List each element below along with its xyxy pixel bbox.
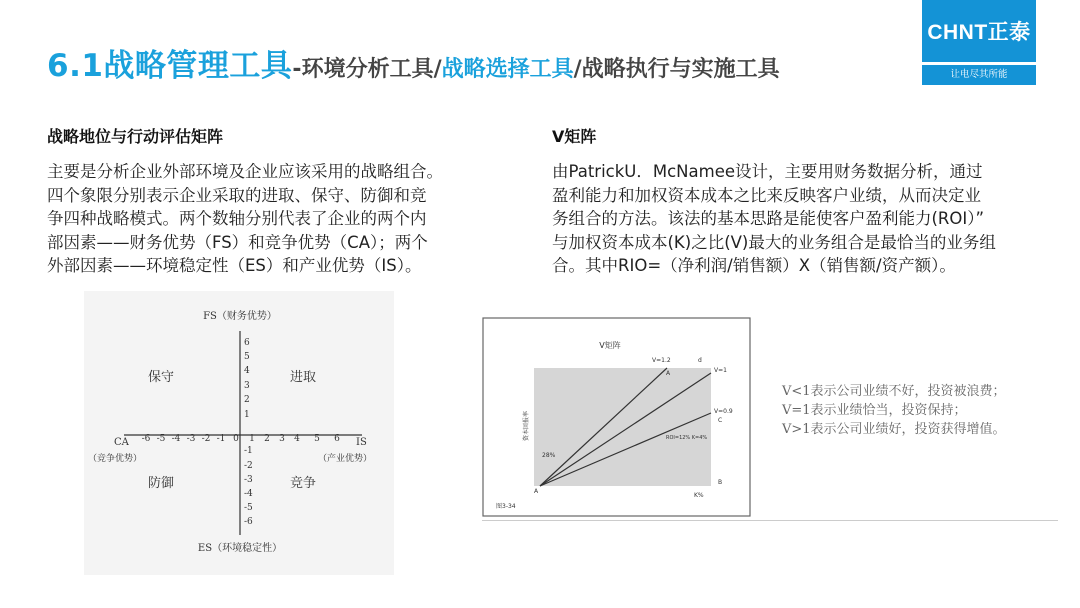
title-main: 6.1战略管理工具 xyxy=(47,48,293,84)
y-tick: -3 xyxy=(244,475,253,485)
es-axis-label: ES（环境稳定性） xyxy=(197,543,283,554)
point-a-upper-label: A xyxy=(666,370,671,377)
point-b-label: B xyxy=(718,479,723,486)
quadrant-conservative: 保守 xyxy=(148,370,175,385)
v-chart-title: V矩阵 xyxy=(599,341,621,350)
x-tick: -2 xyxy=(201,434,211,444)
quadrant-competitive: 竞争 xyxy=(290,476,317,491)
y-tick: 6 xyxy=(244,338,250,348)
point-c-label: C xyxy=(718,417,723,424)
x-tick: -4 xyxy=(171,434,181,444)
v-ylabel: 资本回报率 xyxy=(523,410,530,442)
title-separator: - xyxy=(292,57,302,82)
y-tick: -1 xyxy=(244,446,253,456)
x-tick: 2 xyxy=(264,434,270,444)
x-tick: -6 xyxy=(141,434,151,444)
v-note-1: V<1表示公司业绩不好，投资被浪费； xyxy=(782,384,1006,399)
x-tick-zero: 0 xyxy=(233,434,239,444)
ca-axis-label: CA xyxy=(114,437,129,448)
point-d-label: d xyxy=(698,357,702,364)
roi-k-label: ROI=12% K=4% xyxy=(666,435,708,441)
left-line-1: 主要是分析企业外部环境及企业应该采用的战略组合。 xyxy=(47,162,443,181)
space-matrix-figure xyxy=(84,291,394,575)
point-a-origin-label: A xyxy=(534,488,539,495)
is-axis-sublabel: （产业优势） xyxy=(318,454,373,464)
logo-wordmark: CHNT正泰 xyxy=(922,0,1036,62)
left-line-5: 外部因素——环境稳定性（ES）和产业优势（IS）。 xyxy=(47,256,422,275)
right-paragraph xyxy=(552,160,996,278)
left-paragraph xyxy=(47,160,443,278)
quadrant-defensive: 防御 xyxy=(148,476,175,491)
y-tick: -6 xyxy=(244,517,253,527)
x-tick: 5 xyxy=(314,434,320,444)
logo-tagline: 让电尽其所能 xyxy=(922,65,1036,85)
y-tick: -2 xyxy=(244,461,253,471)
y-tick: 3 xyxy=(244,381,250,391)
v09-label: V=0.9 xyxy=(714,408,733,415)
left-line-2: 四个象限分别表示企业采取的进取、保守、防御和竞 xyxy=(47,185,427,205)
left-line-3: 争四种战略模式。两个数轴分别代表了企业的两个内 xyxy=(47,209,427,228)
right-line-2: 盈利能力和加权资本成本之比来反映客户业绩，从而决定业 xyxy=(552,185,981,205)
fs-axis-label: FS（财务优势） xyxy=(203,311,277,322)
k-axis-label: K% xyxy=(694,492,704,499)
quadrant-aggressive: 进取 xyxy=(290,370,317,385)
y-tick: -5 xyxy=(244,503,253,513)
x-tick: -1 xyxy=(216,434,226,444)
y-tick: 5 xyxy=(244,352,250,362)
y-tick: 4 xyxy=(244,366,250,376)
page-title xyxy=(47,40,780,85)
chint-logo xyxy=(922,0,1036,86)
right-heading: V矩阵 xyxy=(552,127,597,146)
v-matrix-figure xyxy=(482,316,1058,521)
y-tick: -4 xyxy=(244,489,253,499)
title-env-tools: 环境分析工具/ xyxy=(301,57,442,82)
pct-label: 28% xyxy=(542,452,556,459)
v-chart-plot-area xyxy=(534,368,711,486)
x-tick: 4 xyxy=(294,434,300,444)
left-line-4: 部因素——财务优势（FS）和竞争优势（CA）；两个 xyxy=(47,232,428,252)
right-line-4: 与加权资本成本(K)之比(V)最大的业务组合是最恰当的业务组 xyxy=(552,232,996,252)
v1-label: V=1 xyxy=(714,367,727,374)
x-tick: -5 xyxy=(156,434,166,444)
y-tick: 2 xyxy=(244,395,250,405)
x-tick: 6 xyxy=(334,434,340,444)
y-tick: 1 xyxy=(244,410,250,420)
right-line-3: 务组合的方法。该法的基本思路是能使客户盈利能力(ROI）” xyxy=(552,209,985,228)
right-line-5: 合。其中RIO=（净利润/销售额）X（销售额/资产额）。 xyxy=(552,256,956,275)
v-note-3: V>1表示公司业绩好，投资获得增值。 xyxy=(782,422,1006,437)
figure-caption: 图3-34 xyxy=(496,503,516,510)
x-tick: 3 xyxy=(279,434,285,444)
left-heading: 战略地位与行动评估矩阵 xyxy=(47,127,224,146)
x-tick: 1 xyxy=(249,434,255,444)
ca-axis-sublabel: （竞争优势） xyxy=(88,454,143,464)
title-execution-tools: /战略执行与实施工具 xyxy=(573,57,780,82)
is-axis-label: IS xyxy=(356,437,367,448)
v-note-2: V=1表示业绩恰当，投资保持； xyxy=(782,403,967,418)
x-tick: -3 xyxy=(186,434,196,444)
v12-label: V=1.2 xyxy=(652,357,671,364)
title-selection-tools: 战略选择工具 xyxy=(441,57,574,82)
right-line-1: 由PatrickU．McNamee设计，主要用财务数据分析，通过 xyxy=(552,162,983,181)
